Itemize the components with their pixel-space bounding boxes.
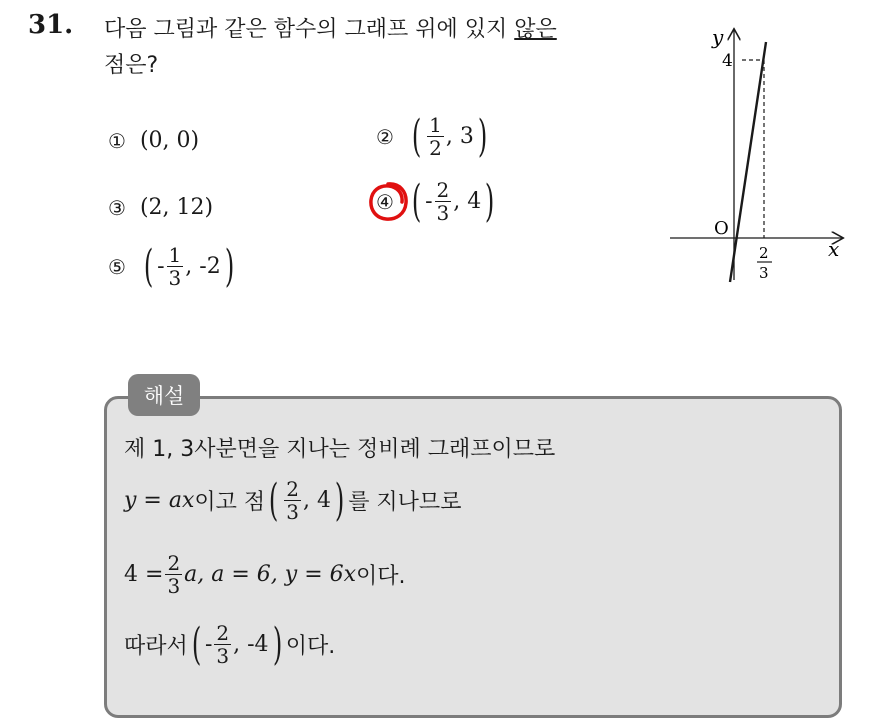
choice-5-sign: - xyxy=(157,254,165,279)
choice-4-sign: - xyxy=(425,189,433,214)
solution-line-2-text-b: 를 지나므로 xyxy=(348,490,462,515)
choice-2-numerator: 1 xyxy=(429,113,442,137)
solution-line-2-rest: , 4 xyxy=(303,488,332,513)
question-stem xyxy=(104,12,557,84)
solution-line-4-close-paren: ) xyxy=(272,618,282,670)
solution-line-4-numerator: 2 xyxy=(216,621,230,645)
stem-underlined-word: 않은 xyxy=(514,17,557,42)
solution-line-3-lhs: 4 = xyxy=(124,562,164,587)
solution-line-4-fraction xyxy=(214,622,231,667)
solution-line-3-text: 이다. xyxy=(356,564,406,589)
solution-line-4-denominator: 3 xyxy=(216,644,230,668)
solution-tab: 해설 xyxy=(128,374,200,416)
solution-line-2 xyxy=(124,474,462,526)
choice-3-value: (2, 12) xyxy=(139,195,214,220)
choice-4-marker-glyph: ④ xyxy=(376,189,394,214)
solution-line-4-rest: , -4 xyxy=(233,632,269,657)
solution-line-2-equation: y = ax xyxy=(124,488,195,513)
choice-2-rest: , 3 xyxy=(445,124,474,149)
choice-3-marker: ③ xyxy=(108,195,126,220)
solution-line-4-text-b: 이다. xyxy=(285,634,336,659)
solution-line-4-open-paren: ( xyxy=(191,618,202,670)
choice-4[interactable] xyxy=(376,175,498,227)
solution-line-3-numerator: 2 xyxy=(167,551,181,575)
origin-label: O xyxy=(714,218,729,239)
choice-3[interactable] xyxy=(108,195,213,220)
x-tick-denominator: 3 xyxy=(759,264,769,282)
choice-2[interactable] xyxy=(376,110,491,162)
choice-5-open-paren: ( xyxy=(143,240,154,292)
choice-4-value xyxy=(408,175,499,227)
solution-line-3 xyxy=(124,552,406,597)
y-axis-label: y xyxy=(712,25,724,49)
choice-2-value xyxy=(408,110,491,162)
stem-line-2: 점은? xyxy=(104,53,159,78)
solution-line-2-fraction xyxy=(284,478,301,523)
choice-5-marker: ⑤ xyxy=(108,254,126,279)
solution-line-3-rest: a, a = 6, y = 6x xyxy=(184,562,357,587)
x-tick-numerator: 2 xyxy=(759,244,769,262)
choice-4-marker xyxy=(376,190,394,214)
choice-2-fraction xyxy=(427,114,444,159)
solution-line-4-point xyxy=(188,618,286,670)
solution-line-3-denominator: 3 xyxy=(167,574,181,598)
choice-5-numerator: 1 xyxy=(168,243,182,267)
choice-5-close-paren: ) xyxy=(224,240,235,292)
choice-4-denominator: 3 xyxy=(436,201,450,225)
choice-5-rest: , -2 xyxy=(185,254,221,279)
choice-4-close-paren: ) xyxy=(485,175,495,227)
solution-line-2-close-paren: ) xyxy=(334,474,345,526)
choice-5-fraction xyxy=(167,244,184,289)
solution-line-3-fraction xyxy=(165,552,182,597)
function-graph xyxy=(660,20,860,290)
stem-line-1: 다음 그림과 같은 함수의 그래프 위에 있지 xyxy=(104,17,515,42)
solution-line-2-point xyxy=(265,474,348,526)
choice-1[interactable] xyxy=(108,128,199,153)
choice-2-marker: ② xyxy=(376,124,394,149)
solution-line-2-open-paren: ( xyxy=(268,474,279,526)
choice-4-numerator: 2 xyxy=(436,178,450,202)
choice-4-rest: , 4 xyxy=(453,189,482,214)
choice-5-denominator: 3 xyxy=(168,266,182,290)
choice-5[interactable] xyxy=(108,240,238,292)
y-tick-4: 4 xyxy=(722,51,733,71)
solution-line-2-numerator: 2 xyxy=(286,477,300,501)
choice-2-open-paren: ( xyxy=(411,110,422,162)
choice-1-marker: ① xyxy=(108,128,126,153)
question-number: 31. xyxy=(28,10,74,40)
choice-4-fraction xyxy=(435,179,452,224)
choice-5-value xyxy=(140,240,238,292)
choice-1-value: (0, 0) xyxy=(139,128,200,153)
choice-2-denominator: 2 xyxy=(429,136,442,160)
solution-line-1: 제 1, 3사분면을 지나는 정비례 그래프이므로 xyxy=(124,437,556,462)
solution-line-4 xyxy=(124,618,336,670)
x-axis-label: x xyxy=(828,237,840,261)
solution-line-4-sign: - xyxy=(204,632,213,657)
solution-line-2-denominator: 3 xyxy=(286,500,300,524)
choice-2-close-paren: ) xyxy=(477,110,488,162)
choice-4-open-paren: ( xyxy=(411,175,422,227)
solution-line-4-text-a: 따라서 xyxy=(124,634,188,659)
solution-line-2-text-a: 이고 점 xyxy=(194,490,266,515)
